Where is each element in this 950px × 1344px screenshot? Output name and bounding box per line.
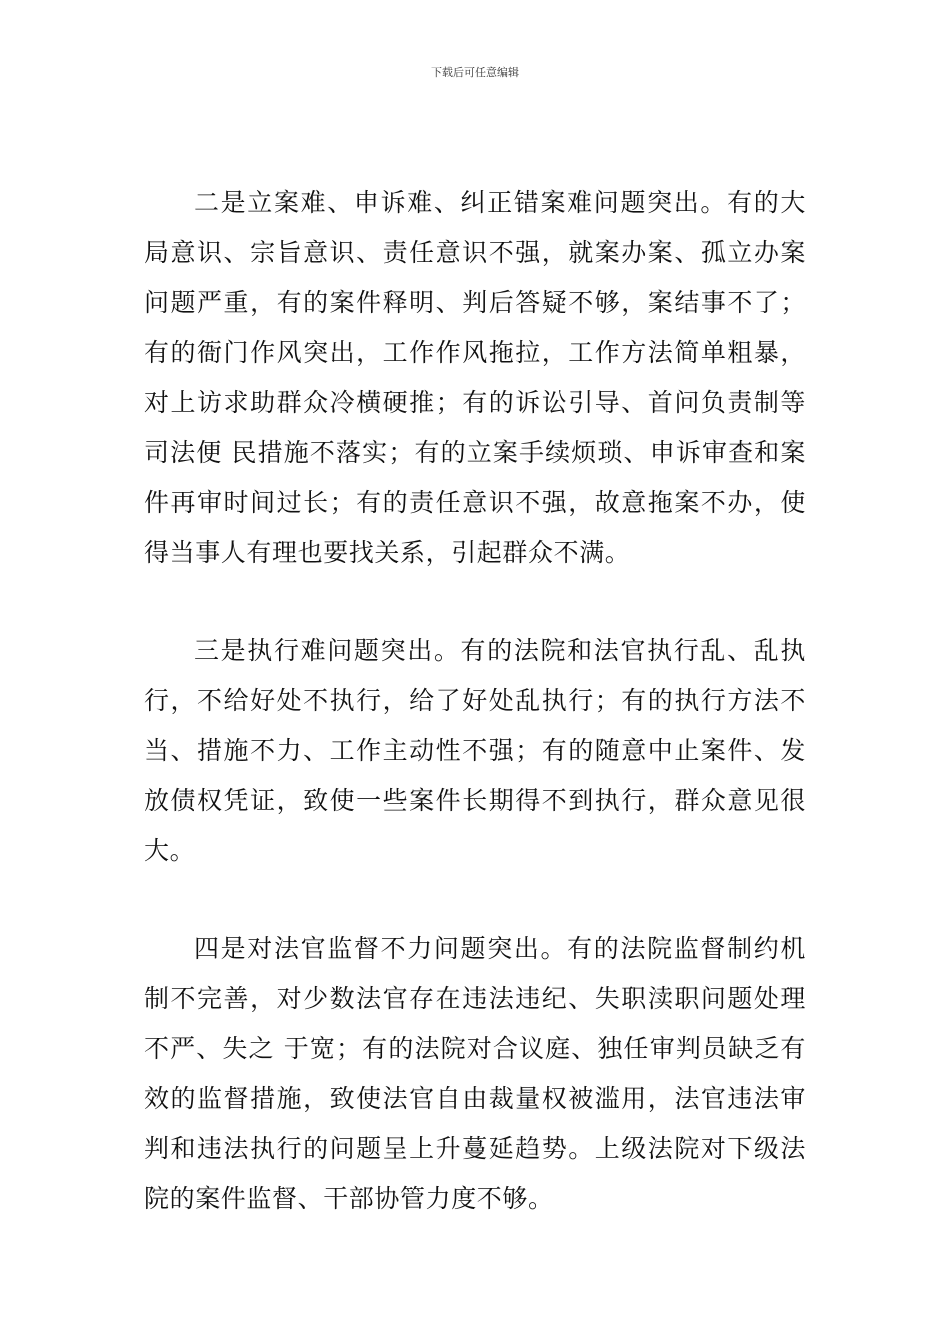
paragraph-1: 二是立案难、申诉难、纠正错案难问题突出。有的大局意识、宗旨意识、责任意识不强，就案办案、孤立办案问题严重，有的案件释明、判后答疑不够，案结事不了；有的衙门作风突出，工作作风拖拉，工作方法简单粗暴，对上访求助群众冷横硬推；有的诉讼引导、首问负责制等司法便 民措施不落实；有的立案手续烦琐、申诉审查和案件再审时间过长；有的责任意识不强，故意拖案不办，使得当事人有理也要找关系，引起群众不满。 — [144, 188, 806, 567]
paragraph-3: 四是对法官监督不力问题突出。有的法院监督制约机制不完善，对少数法官存在违法违纪、失职渎职问题处理不严、失之 于宽；有的法院对合议庭、独任审判员缺乏有效的监督措施，致使法官自由裁量权被滥用，法官违法审判和违法执行的问题呈上升蔓延趋势。上级法院对下级法院的案件监督、干部协管力度不够。 — [144, 934, 806, 1213]
page-header-note: 下载后可任意编辑 — [431, 66, 519, 79]
document-body — [144, 178, 806, 1224]
paragraph-2: 三是执行难问题突出。有的法院和法官执行乱、乱执行，不给好处不执行，给了好处乱执行；有的执行方法不当、措施不力、工作主动性不强；有的随意中止案件、发放债权凭证，致使一些案件长期得不到执行，群众意见很大。 — [144, 636, 806, 865]
